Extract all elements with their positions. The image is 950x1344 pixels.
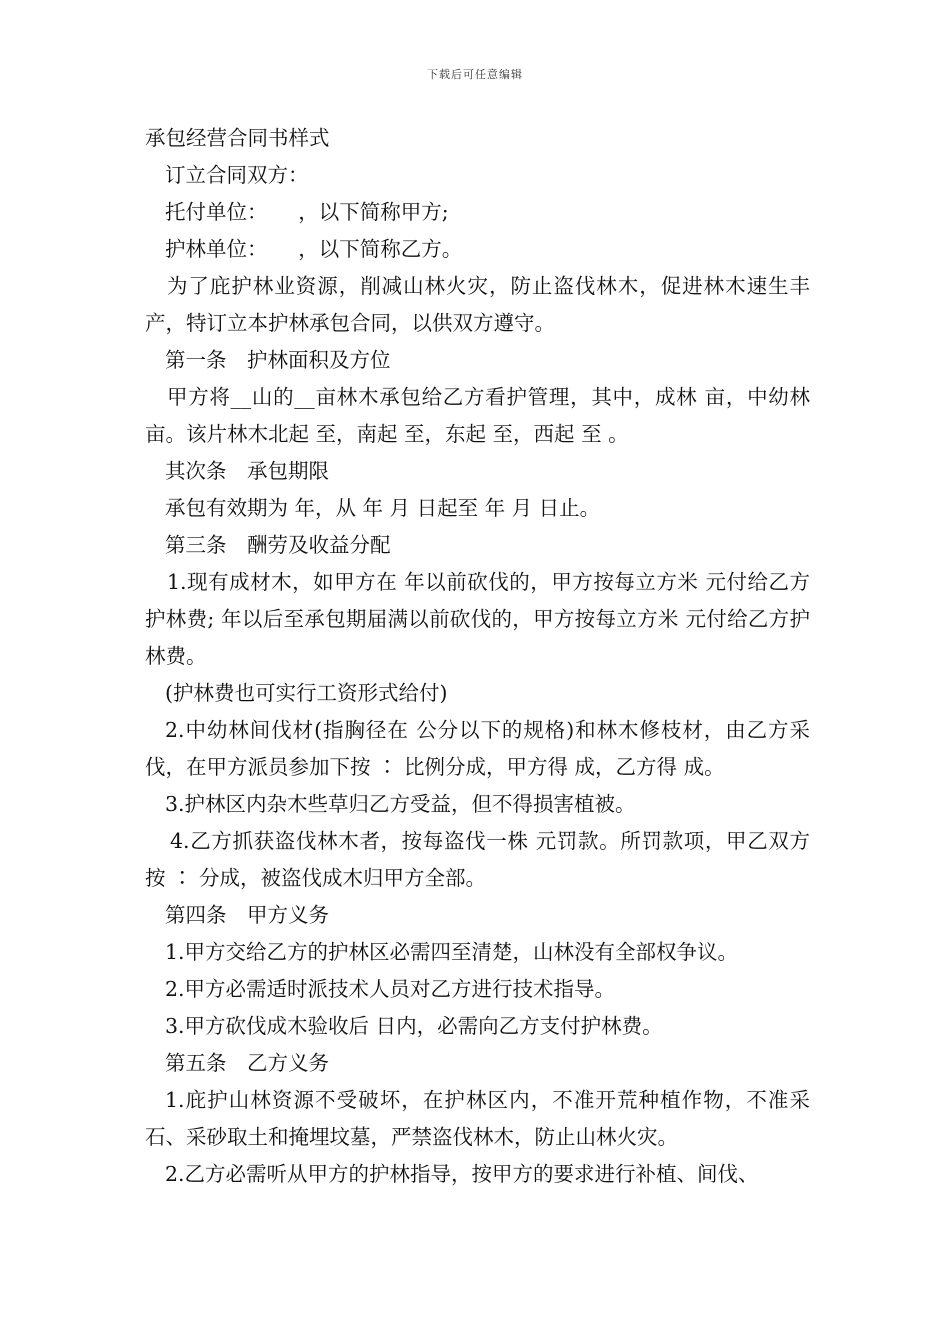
article-3-item-1: 1.现有成材木，如甲方在 年以前砍伐的，甲方按每立方米 元付给乙方护林费; 年以后至承包期届满以前砍伐的，甲方按每立方米 元付给乙方护林费。 xyxy=(145,570,810,668)
article-3-note: (护林费也可实行工资形式给付) xyxy=(165,681,448,705)
article-5-item-2: 2.乙方必需听从甲方的护林指导，按甲方的要求进行补植、间伐、 xyxy=(165,1162,759,1186)
article-1-body: 甲方将__山的__亩林木承包给乙方看护管理，其中，成林 亩，中幼林 亩。该片林木北起 至，南起 至，东起 至，西起 至 。 xyxy=(145,385,810,446)
party-b-line: 护林单位： ，以下简称乙方。 xyxy=(165,237,463,261)
article-2-heading: 其次条 承包期限 xyxy=(165,459,329,483)
article-1-heading: 第一条 护林面积及方位 xyxy=(165,348,391,372)
article-3-item-3: 3.护林区内杂木些草归乙方受益，但不得损害植被。 xyxy=(165,792,636,816)
preamble-paragraph: 为了庇护林业资源，削减山林火灾，防止盗伐林木，促进林木速生丰产，特订立本护林承包合同，以供双方遵守。 xyxy=(145,274,810,335)
article-5-item-1: 1.庇护山林资源不受破坏，在护林区内，不准开荒种植作物，不准采石、采砂取土和掩埋坟墓，严禁盗伐林木，防止山林火灾。 xyxy=(145,1088,810,1149)
party-a-line: 托付单位： ，以下简称甲方; xyxy=(165,200,449,224)
article-3-item-4: 4.乙方抓获盗伐林木者，按每盗伐一株 元罚款。所罚款项，甲乙双方按 ∶ 分成，被盗伐成木归甲方全部。 xyxy=(145,829,810,890)
article-2-body: 承包有效期为 年，从 年 月 日起至 年 月 日止。 xyxy=(165,496,601,520)
article-3-item-2: 2.中幼林间伐材(指胸径在 公分以下的规格)和林木修枝材，由乙方采伐，在甲方派员参加下按 ∶ 比例分成，甲方得 成，乙方得 成。 xyxy=(145,718,810,779)
article-4-item-3: 3.甲方砍伐成木验收后 日内，必需向乙方支付护林费。 xyxy=(165,1014,663,1038)
page-header-note: 下载后可任意编辑 xyxy=(427,68,523,81)
article-4-item-1: 1.甲方交给乙方的护林区必需四至清楚，山林没有全部权争议。 xyxy=(165,940,739,964)
contract-document xyxy=(145,120,810,1193)
document-title: 承包经营合同书样式 xyxy=(145,126,330,150)
parties-label: 订立合同双方： xyxy=(165,163,309,187)
article-5-heading: 第五条 乙方义务 xyxy=(165,1051,329,1075)
article-4-heading: 第四条 甲方义务 xyxy=(165,903,329,927)
article-4-item-2: 2.甲方必需适时派技术人员对乙方进行技术指导。 xyxy=(165,977,616,1001)
article-3-heading: 第三条 酬劳及收益分配 xyxy=(165,533,391,557)
